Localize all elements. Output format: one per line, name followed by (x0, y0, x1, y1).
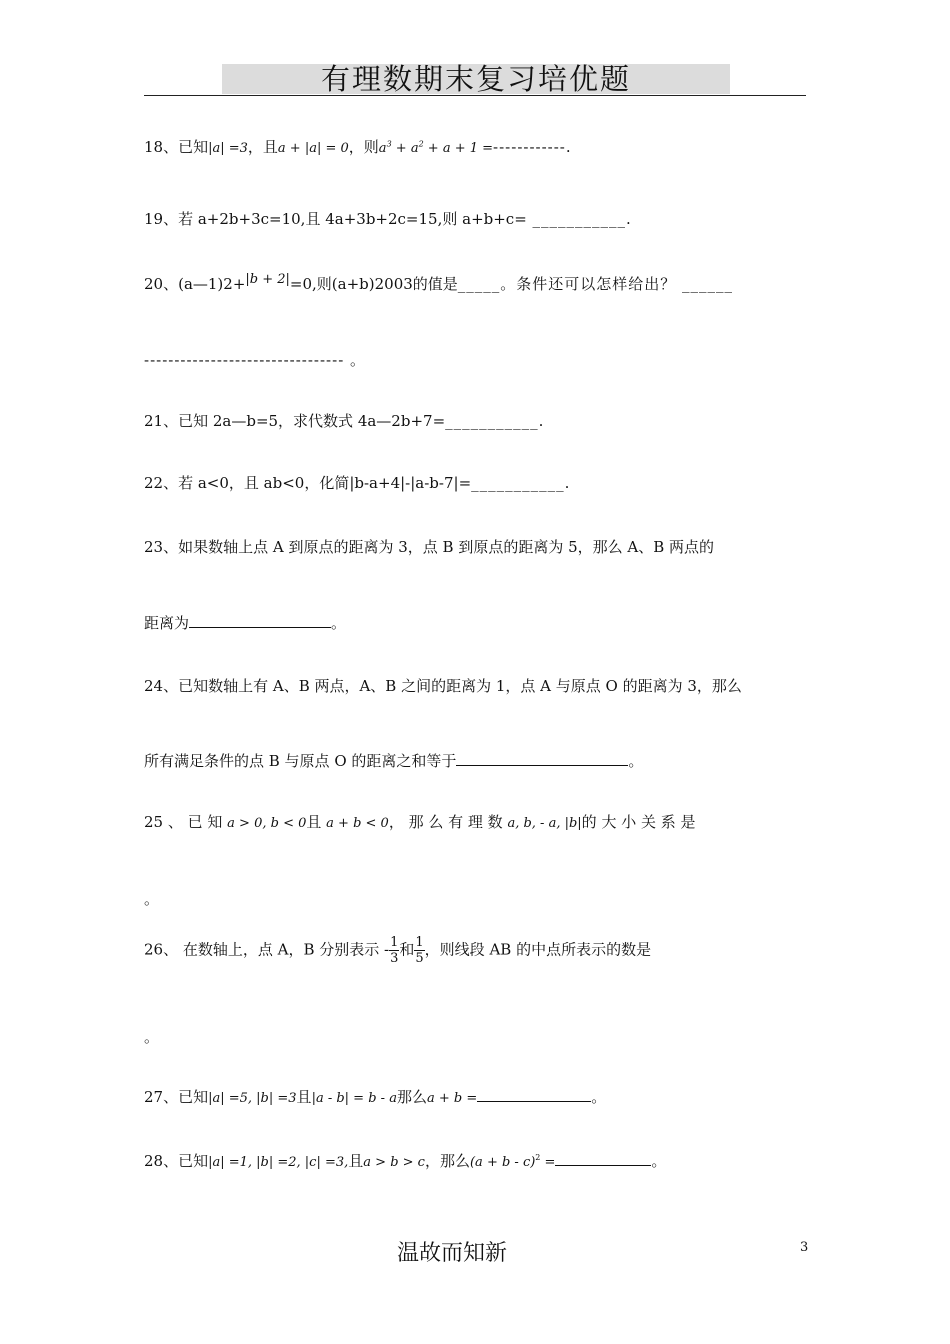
question-26: 26、 在数轴上，点 A，B 分别表示 - $\frac{1}{3}$ 和 $\frac{1}{5}$ ，则线段 AB 的中点所表示的数是 (144, 935, 652, 966)
question-28: 28、已知|a| =1, |b| =2, |c| =3,且a > b > c，那么$(a + b - c)^2$ = 。 (144, 1152, 667, 1170)
question-24-line2: 所有满足条件的点 B 与原点 O 的距离之和等于 。 (144, 752, 644, 770)
fraction: $\frac{1}{5}$ (415, 935, 424, 966)
question-25-line2: 。 (144, 890, 160, 908)
answer-blank (555, 1151, 651, 1166)
question-20: 20、(a—1)2+$^{|b + 2|}$=0,则(a+b)2003的值是_____。条件还可以怎样给出？ ______ (144, 272, 734, 293)
question-20-continuation: --------------------------------- 。 (144, 351, 367, 369)
question-21: 21、已知 2a—b=5，求代数式 4a—2b+7=___________. (144, 412, 545, 430)
question-23: 23、如果数轴上点 A 到原点的距离为 3，点 B 到原点的距离为 5，那么 A、B 两点的 (144, 538, 715, 556)
question-18: 18、已知|a| =3，且a + |a| = 0，则$a^3 + a^2 + a + 1$ =------------. (144, 138, 572, 156)
page-number: 3 (800, 1240, 809, 1255)
question-19: 19、若 a+2b+3c=10,且 4a+3b+2c=15,则 a+b+c= ___________. (144, 210, 632, 228)
question-26-line2: 。 (144, 1028, 160, 1046)
question-27: 27、已知|a| =5, |b| =3且|a - b| = b - a那么a + b = 。 (144, 1088, 607, 1106)
footer-text: 温故而知新 (397, 1241, 508, 1266)
question-25: 25 、 已 知 a > 0, b < 0且 a + b < 0， 那 么 有 理 数 a, b, - a, |b|的 大 小 关 系 是 (144, 813, 696, 831)
header-rule (144, 95, 806, 96)
answer-blank (456, 751, 628, 766)
answer-blank (189, 613, 331, 628)
question-24: 24、已知数轴上有 A、B 两点，A、B 之间的距离为 1，点 A 与原点 O 的距离为 3，那么 (144, 677, 742, 695)
page-title: 有理数期末复习培优题 (222, 64, 730, 94)
fraction: $\frac{1}{3}$ (390, 935, 399, 966)
answer-blank (477, 1087, 591, 1102)
question-22: 22、若 a<0，且 ab<0，化简|b-a+4|-|a-b-7|=___________. (144, 474, 571, 492)
question-23-line2: 距离为 。 (144, 614, 347, 632)
